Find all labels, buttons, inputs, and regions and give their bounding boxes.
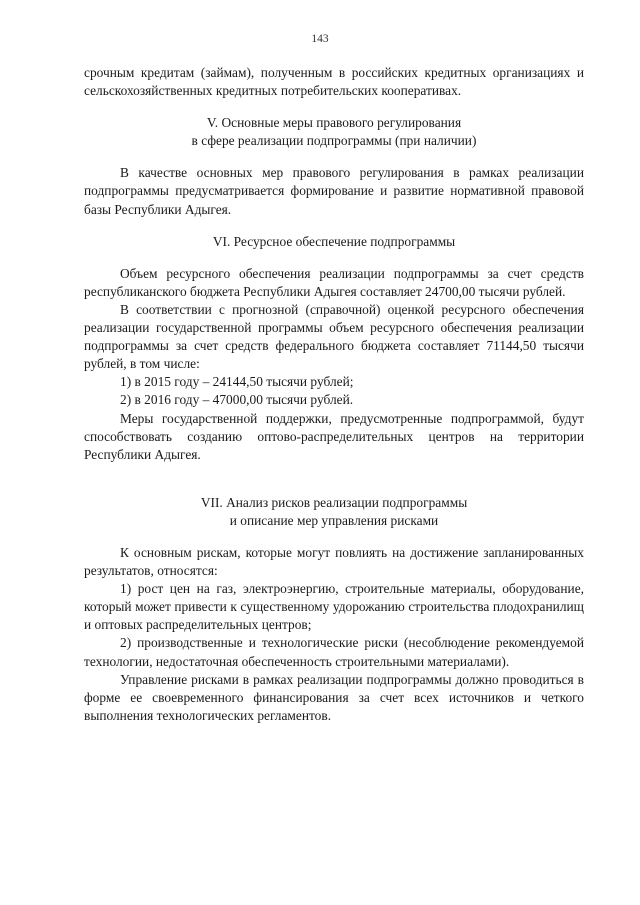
section-6-title: VI. Ресурсное обеспечение подпрограммы [212, 233, 456, 249]
section-7-title-line-1: VII. Анализ рисков реализации подпрограммы [200, 494, 468, 510]
section-5-title-line-1: V. Основные меры правового регулирования [206, 115, 462, 131]
section-6-list-item-2: 2) в 2016 году – 47000,00 тысячи рублей. [120, 392, 354, 408]
section-6-paragraph-3: Меры государственной поддержки, предусмотренные подпрограммой, будут способствовать созданию оптово-распределительных центров на территории Республики Адыгея. [84, 410, 584, 462]
intro-paragraph: срочным кредитам (займам), полученным в российских кредитных организациях и сельскохозяйственных кредитных потребительских кооперативах. [84, 65, 584, 99]
section-5-title-line-2: в сфере реализации подпрограммы (при наличии) [191, 133, 477, 149]
section-6-paragraph-1: Объем ресурсного обеспечения реализации подпрограммы за счет средств республиканского бюджета Республики Адыгея составляет 24700,00 тысячи рублей. [84, 265, 584, 299]
section-5-paragraph: В качестве основных мер правового регулирования в рамках реализации подпрограммы предусматривается формирование и развитие нормативной правовой базы Республики Адыгея. [84, 165, 584, 217]
section-6-paragraph-2: В соответствии с прогнозной (справочной) оценкой ресурсного обеспечения реализации государственной программы объем ресурсного обеспечения реализации подпрограммы за счет средств федерального бюджета составляет 71144,50 тысячи рублей, в том числе: [84, 301, 584, 372]
document-body [84, 64, 584, 725]
page-number: 143 [311, 33, 329, 45]
section-7-paragraph-2: Управление рисками в рамках реализации подпрограммы должно проводиться в форме ее своевременного финансирования за счет всех источников и четкого выполнения технологических регламентов. [84, 671, 584, 723]
section-7-list-item-2: 2) производственные и технологические риски (несоблюдение рекомендуемой технологии, недостаточная обеспеченность строительными материалами). [84, 635, 584, 669]
section-7-list-item-1: 1) рост цен на газ, электроэнергию, строительные материалы, оборудование, который может привести к существенному удорожанию строительства плодохранилищ и оптовых распределительных центров; [84, 581, 584, 633]
section-7-paragraph-1: К основным рискам, которые могут повлиять на достижение запланированных результатов, относятся: [84, 544, 584, 579]
section-7-title-line-2: и описание мер управления рисками [229, 512, 439, 528]
section-6-list-item-1: 1) в 2015 году – 24144,50 тысячи рублей; [120, 374, 354, 390]
